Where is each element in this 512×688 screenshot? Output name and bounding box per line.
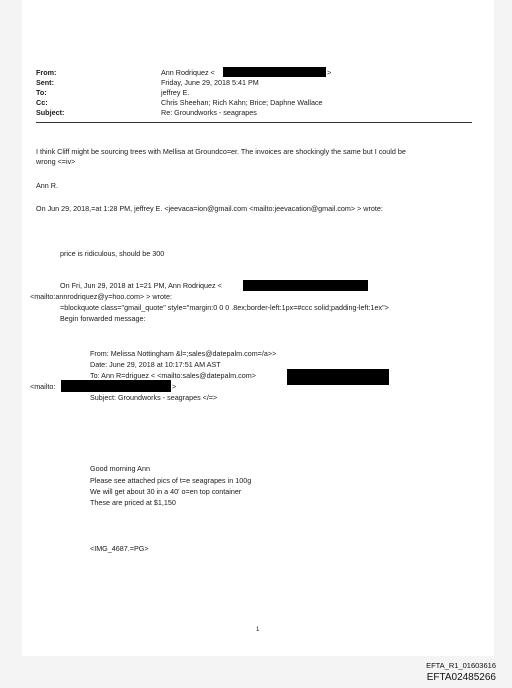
- sent-value: Friday, June 29, 2018 5:41 PM: [161, 78, 259, 87]
- message-greeting: Good morning Ann: [90, 464, 150, 473]
- redaction-fri-email: [243, 280, 368, 291]
- redaction-forward-to: [287, 369, 389, 385]
- from-tail: >: [327, 68, 332, 77]
- header-divider: [36, 122, 472, 123]
- body-line-1: I think Cliff might be sourcing trees with Mellisa at Groundco=er. The invoices are shockingly the same but I could be: [36, 147, 406, 156]
- price-line: price is ridiculous, should be 300: [60, 249, 165, 258]
- mailto-line: <mailto:annrodriquez@y=hoo.com> > wrote:: [30, 292, 172, 301]
- subject-value: Re: Groundworks - seagrapes: [161, 108, 257, 117]
- redaction-forward-mailto: [61, 380, 171, 392]
- subject-label: Subject:: [36, 108, 65, 117]
- message-line-1: Please see attached pics of t=e seagrapes in 100g: [90, 476, 252, 485]
- message-line-3: These are priced at $1,150: [90, 498, 176, 507]
- to-label: To:: [36, 88, 47, 97]
- cc-value: Chris Sheehan; Rich Kahn; Brice; Daphne Wallace: [161, 98, 323, 107]
- bates-number-1: EFTA_R1_01603616: [426, 661, 496, 670]
- quote-intro: On Jun 29, 2018,=at 1:28 PM, jeffrey E. <jeevaca=ion@gmail.com <mailto:jeevacation@gmail.com> > wrote:: [36, 204, 383, 213]
- from-label: From:: [36, 68, 57, 77]
- sent-label: Sent:: [36, 78, 54, 87]
- document-page: [22, 0, 494, 656]
- blockquote-line: =blockquote class="gmail_quote" style="margin:0 0 0 .8ex;border-left:1px=#ccc solid;padding-left:1ex">: [60, 303, 389, 312]
- bates-number-2: EFTA02485266: [426, 672, 496, 683]
- from-value: Ann Rodriquez <: [161, 68, 215, 77]
- body-line-2: wrong <=iv>: [36, 157, 76, 166]
- attachment-reference: <IMG_4687.=PG>: [90, 544, 149, 553]
- cc-label: Cc:: [36, 98, 48, 107]
- forward-subject: Subject: Groundworks - seagrapes </=>: [90, 393, 218, 402]
- forward-from: From: Melissa Nottingham &l=;sales@datepalm.com=/a>>: [90, 349, 277, 358]
- to-value: jeffrey E.: [161, 88, 190, 97]
- message-line-2: We will get about 30 in a 40' o=en top container: [90, 487, 242, 496]
- forwarded-message-label: Begin forwarded message:: [60, 314, 146, 323]
- forward-gt: >: [172, 382, 177, 391]
- page-number: 1: [256, 627, 260, 633]
- signoff: Ann R.: [36, 181, 58, 190]
- forward-mailto-prefix: <mailto:: [30, 382, 56, 391]
- redaction-from-email: [223, 67, 326, 77]
- forward-date: Date: June 29, 2018 at 10:17:51 AM AST: [90, 360, 221, 369]
- forward-to: To: Ann R=driguez < <mailto:sales@datepalm.com>: [90, 371, 256, 380]
- fri-line: On Fri, Jun 29, 2018 at 1=21 PM, Ann Rodriquez <: [60, 281, 222, 290]
